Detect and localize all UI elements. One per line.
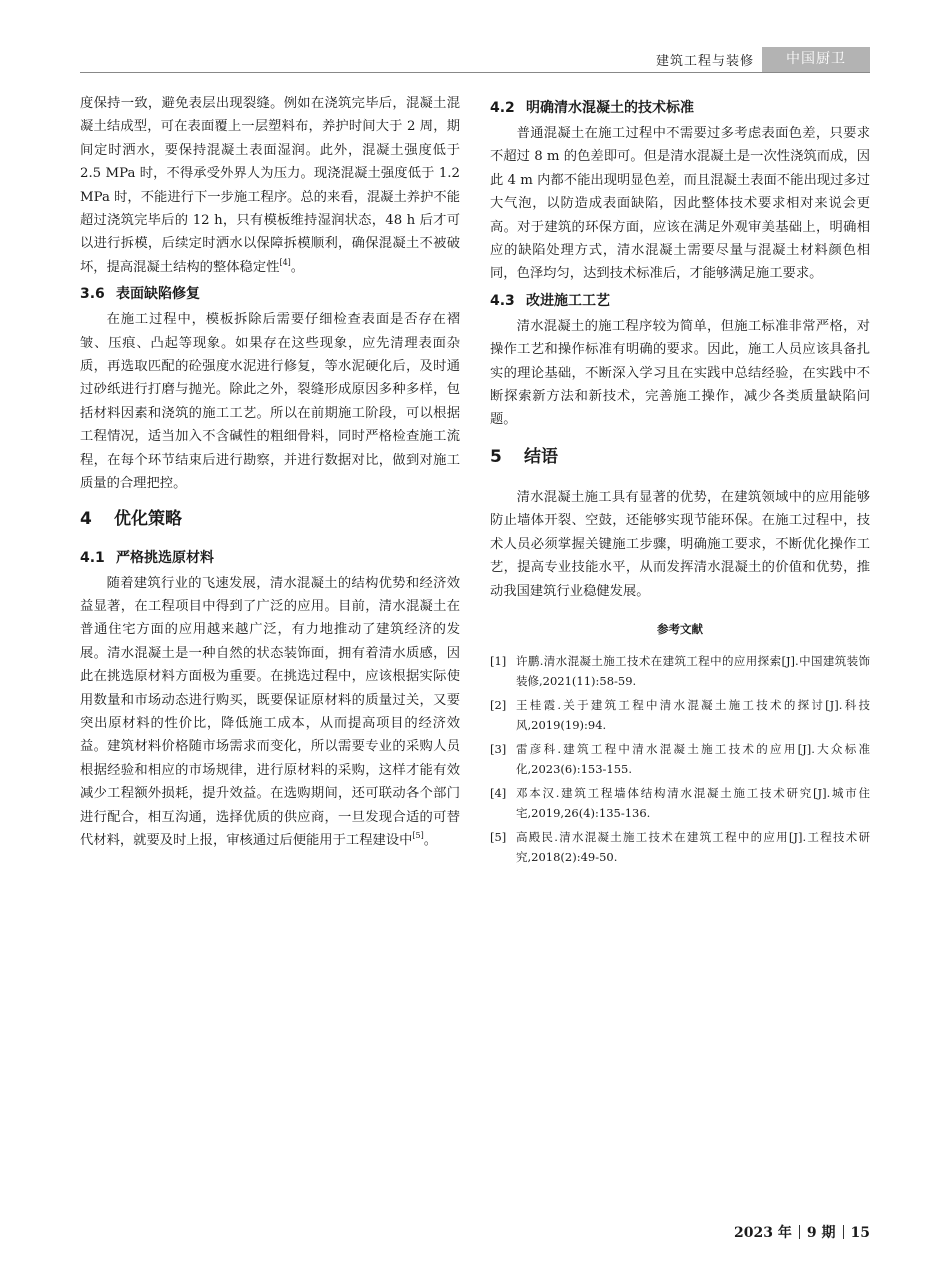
references-title: 参考文献: [657, 621, 703, 636]
paragraph: 在施工过程中，模板拆除后需要仔细检查表面是否存在褶皱、压痕、凸起等现象。如果存在这些现象，应先清理表面杂质，再选取匹配的砼强度水泥进行修复，等水泥硬化后，及时通过砂纸进行打磨与抛光。除此之外，裂缝形成原因多种多样，包括材料因素和浇筑的施工工艺。所以在前期施工阶段，可以根据工程情况，适当加入不含碱性的粗细骨料，同时严格检查施工流程，在每个环节结束后进行勘察，并进行数据对比，做到对施工质量的合理把控。: [80, 312, 460, 492]
journal-brand-badge: 中国厨卫: [762, 47, 870, 72]
section-heading-4-2: 4.2 明确清水混凝土的技术标准: [490, 100, 694, 116]
section-heading-3-6: 3.6 表面缺陷修复: [80, 286, 200, 303]
reference-item: [2] 王桂霞.关于建筑工程中清水混凝土施工技术的探讨[J].科技风,2019(19):94.: [490, 697, 870, 733]
reference-item: [5] 高殿民.清水混凝土施工技术在建筑工程中的应用[J].工程技术研究,2018(2):49-50.: [490, 829, 870, 865]
section-heading-5: 5 结语: [490, 446, 558, 467]
section-heading-4-1: 4.1 严格挑选原材料: [80, 549, 214, 566]
section-heading-4-3: 4.3 改进施工工艺: [490, 292, 610, 309]
right-column: [490, 92, 870, 871]
paragraph: 清水混凝土施工具有显著的优势，在建筑领域中的应用能够防止墙体开裂、空鼓，还能够实现节能环保。在施工过程中，技术人员必须掌握关键施工步骤，明确施工要求，不断优化操作工艺，提高专业技能水平，从而发挥清水混凝土的价值和优势，推动我国建筑行业稳健发展。: [490, 489, 870, 599]
reference-item: [1] 许鹏.清水混凝土施工技术在建筑工程中的应用探索[J].中国建筑装饰装修,2021(11):58-59.: [490, 653, 870, 689]
header-rule: [80, 72, 870, 73]
citation: [4]: [279, 257, 291, 267]
page-number: 15: [850, 1225, 870, 1241]
page-footer: [734, 1222, 870, 1242]
paragraph: 度保持一致，避免表层出现裂缝。例如在浇筑完毕后，混凝土混凝土结成型，可在表面覆上一层塑料布，养护时间大于 2 周，期间定时洒水，要保持混凝土表面湿润。此外，混凝土强度低于 2.5 MPa 时，不得承受外界人为压力。现浇混凝土强度低于 1.2 MPa 时，不能进行下一步施工程序。总的来看，混凝土养护不能超过浇筑完毕后的 12 h，只有模板维持湿润状态，48 h 后才可以进行拆模，后续定时洒水以保障拆模顺利，确保混凝土不被破坏，提高混凝土结构的整体稳定性[4]。: [80, 96, 460, 275]
issue-year: 2023 年: [734, 1225, 792, 1241]
section-title: 建筑工程与装修: [655, 54, 754, 69]
reference-item: [4] 邓本汉.建筑工程墙体结构清水混凝土施工技术研究[J].城市住宅,2019,26(4):135-136.: [490, 785, 870, 821]
section-heading-4: 4 优化策略: [80, 508, 182, 529]
paragraph: 普通混凝土在施工过程中不需要过多考虑表面色差，只要求不超过 8 m 的色差即可。但是清水混凝土是一次性浇筑而成，因此 4 m 内都不能出现明显色差，而且混凝土表面不能出现过多过大气泡，以防造成表面缺陷，因此整体技术要求相对来说会更高。对于建筑的环保方面，应该在满足外观审美基础上，明确相应的缺陷处理方式，清水混凝土需要尽量与混凝土材料颜色相同，色泽均匀，达到技术标准后，才能够满足施工要求。: [490, 126, 870, 282]
reference-list: [490, 651, 870, 868]
left-column: [80, 92, 460, 852]
reference-item: [3] 雷彦科.建筑工程中清水混凝土施工技术的应用[J].大众标准化,2023(6):153-155.: [490, 741, 870, 777]
citation: [5]: [412, 830, 424, 840]
running-header: [80, 47, 870, 72]
issue-number: 9 期: [806, 1225, 836, 1241]
paragraph: 清水混凝土的施工程序较为简单，但施工标准非常严格，对操作工艺和操作标准有明确的要求。因此，施工人员应该具备扎实的理论基础，不断深入学习且在实践中总结经验，在实践中不断探索新方法和新技术，完善施工操作，减少各类质量缺陷问题。: [490, 318, 870, 428]
paragraph: 随着建筑行业的飞速发展，清水混凝土的结构优势和经济效益显著，在工程项目中得到了广泛的应用。目前，清水混凝土在普通住宅方面的应用越来越广泛，有力地推动了建筑经济的发展。清水混凝土是一种自然的状态装饰面，拥有着清水质感，因此在挑选原材料方面极为重要。在挑选过程中，应该根据实际使用数量和市场动态进行购买，既要保证原材料的质量过关，又要突出原材料的性价比，降低施工成本，从而提高项目的经济效益。建筑材料价格随市场需求而变化，所以需要专业的采购人员根据经验和相应的市场规律，进行原材料的采购，这样才能有效减少工程额外损耗，提升效益。在选购期间，还可联动各个部门进行配合，相互沟通，选择优质的供应商，一旦发现合适的可替代材料，就要及时上报，审核通过后便能用于工程建设中[5]。: [80, 575, 460, 848]
